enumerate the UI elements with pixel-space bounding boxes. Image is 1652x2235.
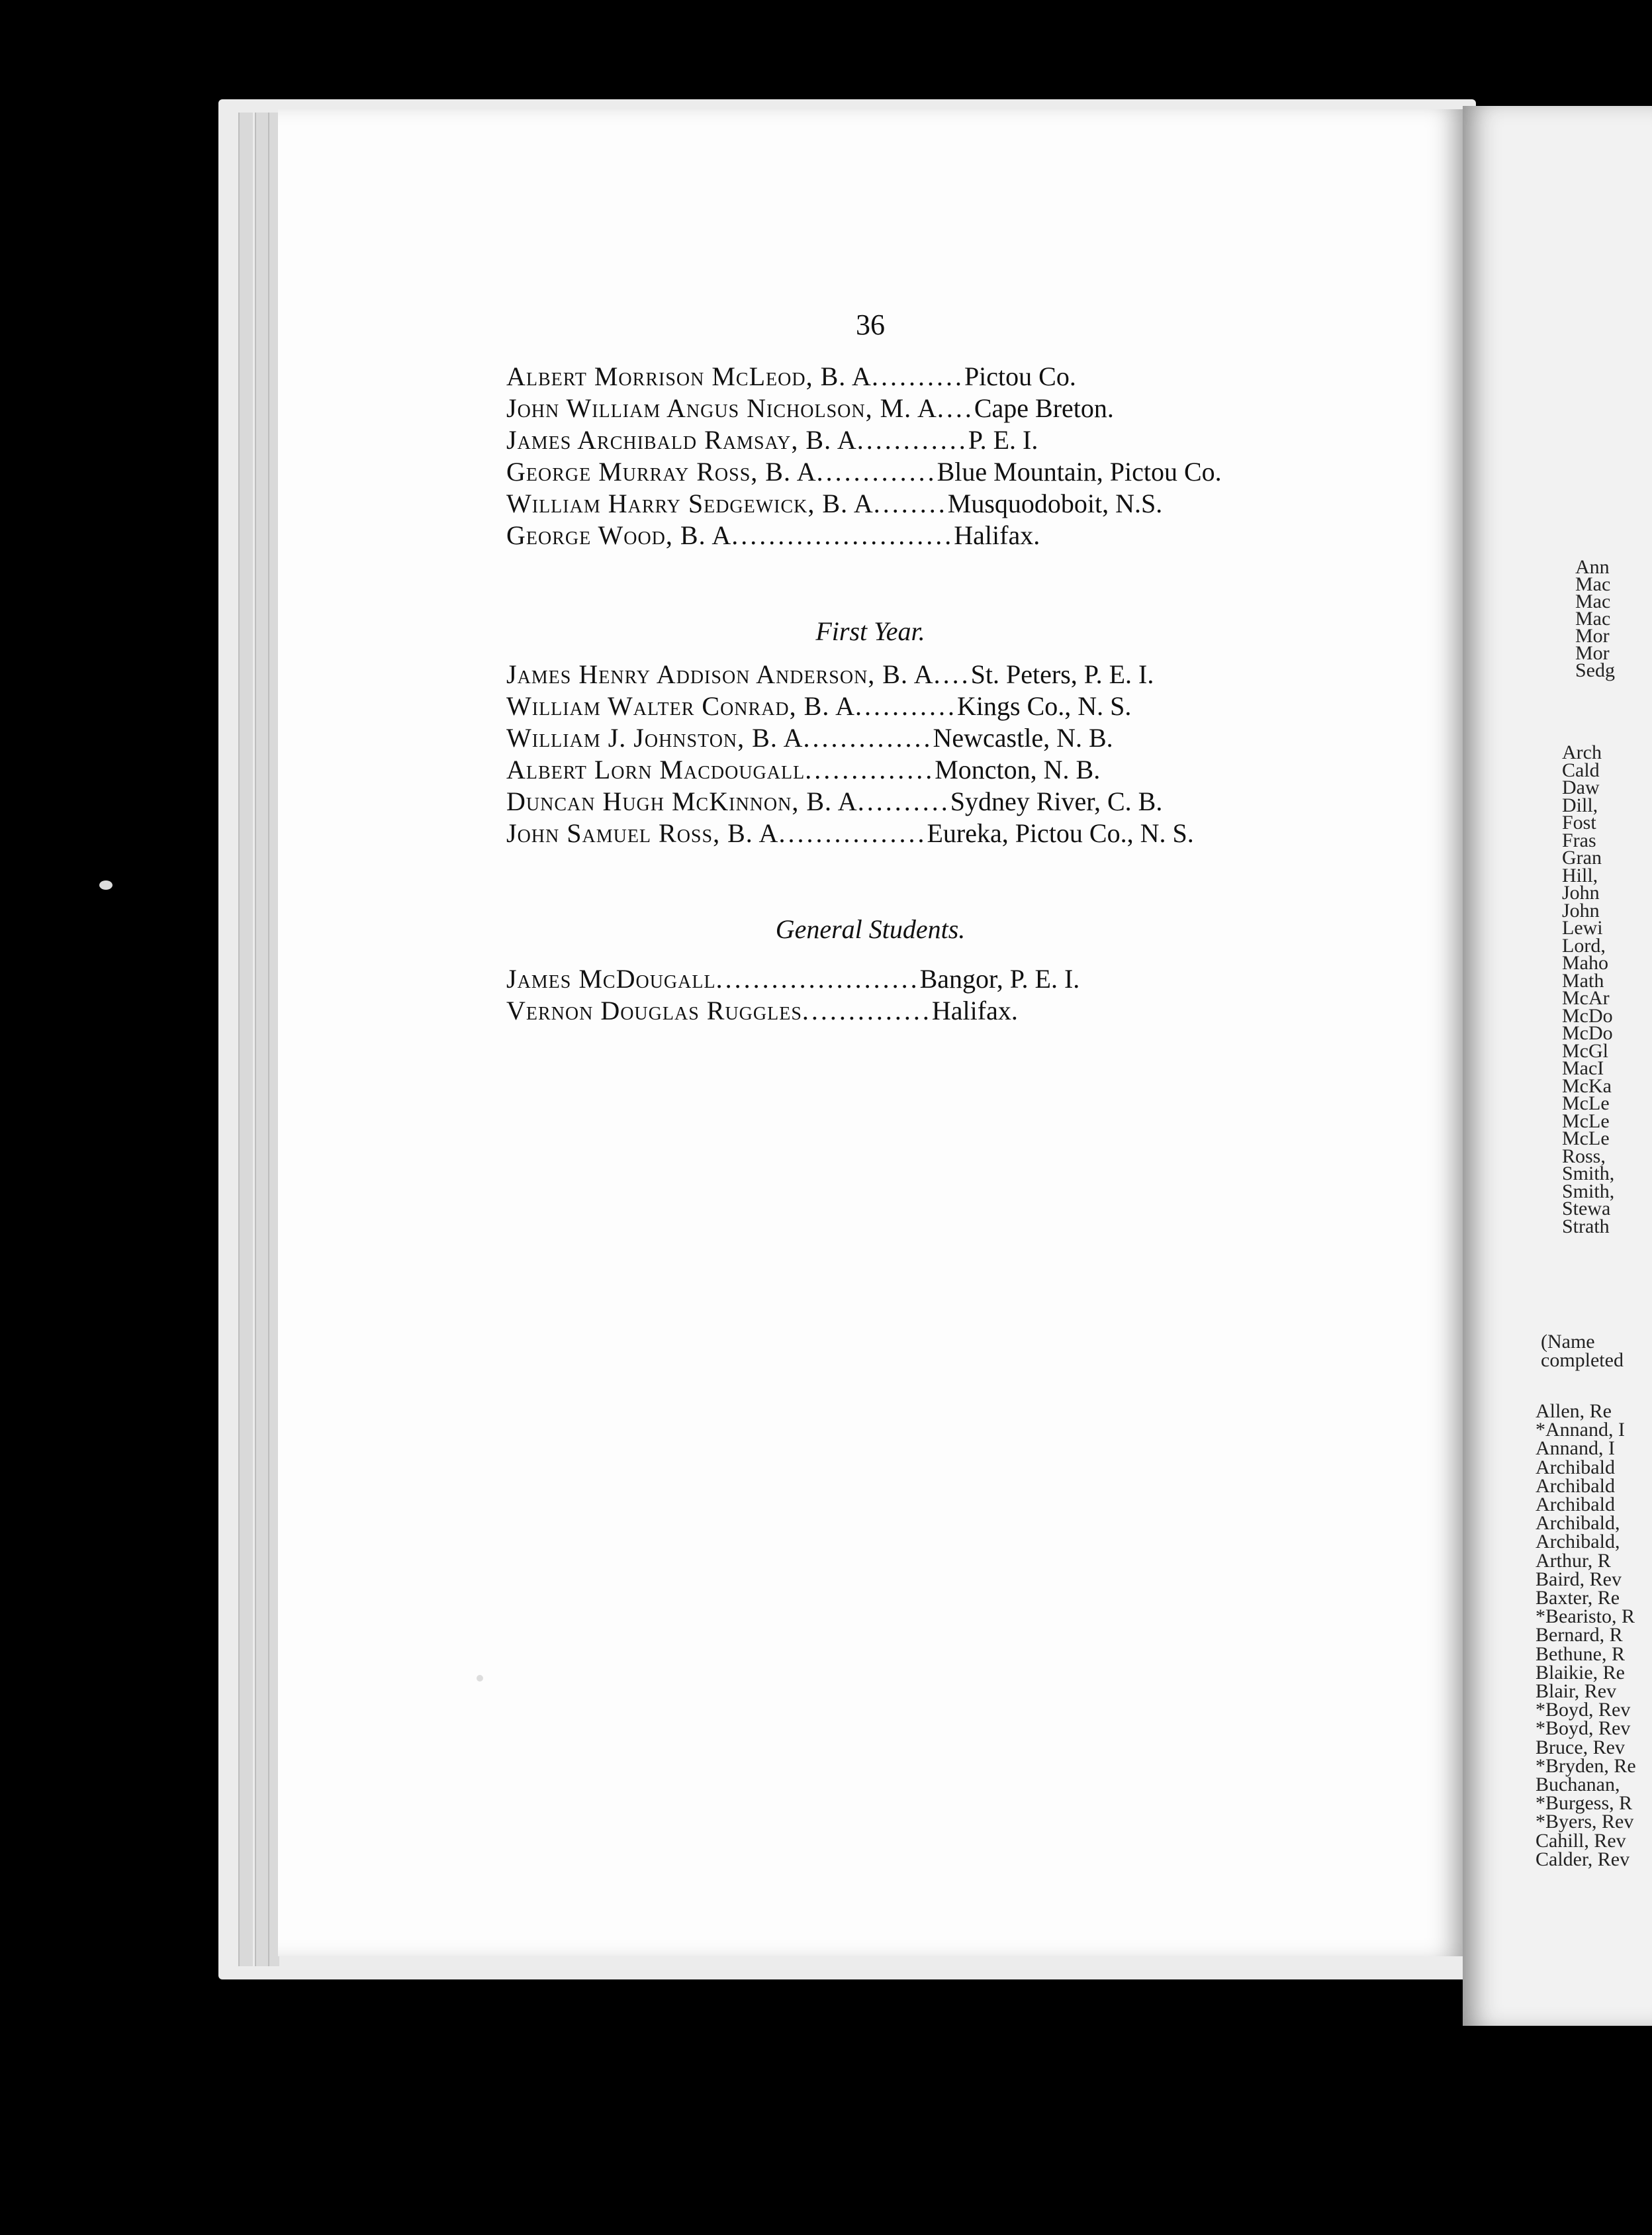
dot-leader: ........... xyxy=(855,691,957,721)
right-page xyxy=(1463,106,1652,2026)
student-name: William Harry Sedgewick, B. A xyxy=(506,489,874,518)
right-page-line: Arch xyxy=(1562,741,1602,763)
right-page-line: Mac xyxy=(1575,608,1611,630)
student-place: Moncton, N. B. xyxy=(935,755,1101,785)
section-heading-first-year: First Year. xyxy=(815,616,925,646)
right-page-line: Blair, Rev xyxy=(1536,1680,1617,1702)
dot-leader: .......... xyxy=(871,361,964,391)
right-page-line: *Burgess, R xyxy=(1536,1792,1633,1815)
right-page-line: *Byers, Rev xyxy=(1536,1811,1634,1833)
right-page-line: Ann xyxy=(1575,556,1610,578)
right-page-line: Daw xyxy=(1562,777,1600,798)
list-item xyxy=(506,818,1194,849)
student-name: George Murray Ross, B. A xyxy=(506,457,817,487)
right-page-line: Archibald xyxy=(1536,1494,1615,1515)
right-page-line: completed xyxy=(1541,1349,1624,1371)
dot-leader: .... xyxy=(933,659,971,689)
right-page-line: McLe xyxy=(1562,1127,1610,1149)
student-place: Halifax. xyxy=(931,996,1018,1025)
student-place: Kings Co., N. S. xyxy=(957,691,1132,721)
right-page-line: Blaikie, Re xyxy=(1536,1661,1625,1684)
student-place: Pictou Co. xyxy=(964,361,1076,391)
list-item xyxy=(506,722,1113,753)
right-page-line: McLe xyxy=(1562,1092,1610,1114)
list-item xyxy=(506,659,1154,690)
right-page-line: Math xyxy=(1562,969,1604,992)
dot-leader: ................ xyxy=(778,818,927,848)
right-page-line: Allen, Re xyxy=(1536,1400,1612,1422)
list-item xyxy=(506,393,1114,424)
list-item xyxy=(506,690,1131,722)
list-item xyxy=(506,963,1079,994)
student-place: Eureka, Pictou Co., N. S. xyxy=(927,818,1194,848)
right-page-line: Fras xyxy=(1562,829,1596,851)
speck xyxy=(99,880,113,890)
right-page-line: Mac xyxy=(1575,573,1611,595)
right-page-line: Mor xyxy=(1575,642,1610,664)
student-name: Vernon Douglas Ruggles xyxy=(506,996,802,1025)
right-page-line: McDo xyxy=(1562,1022,1613,1044)
student-place: Musquodoboit, N.S. xyxy=(947,489,1163,518)
student-place: Newcastle, N. B. xyxy=(933,723,1113,753)
student-place: Blue Mountain, Pictou Co. xyxy=(937,457,1222,487)
student-name: James McDougall xyxy=(506,964,716,994)
student-name: James Henry Addison Anderson, B. A xyxy=(506,659,934,689)
right-page-line: Baxter, Re xyxy=(1536,1587,1620,1609)
right-page-line: Bethune, R xyxy=(1536,1642,1625,1665)
right-page-line: Dill, xyxy=(1562,794,1598,816)
dot-leader: .............. xyxy=(805,755,935,785)
right-page-line: Arthur, R xyxy=(1536,1549,1611,1572)
right-page-line: McDo xyxy=(1562,1004,1613,1027)
right-page-line: McAr xyxy=(1562,987,1610,1009)
right-page-line: Fost xyxy=(1562,812,1596,833)
list-item xyxy=(506,786,1162,817)
right-page-line: Mor xyxy=(1575,625,1610,647)
right-page-line: McLe xyxy=(1562,1110,1610,1132)
right-page-line: Hill, xyxy=(1562,864,1598,886)
right-page-line: Buchanan, xyxy=(1536,1774,1620,1795)
right-page-line: Sedg xyxy=(1575,659,1615,681)
dot-leader: .......... xyxy=(857,786,950,816)
list-item xyxy=(506,520,1040,551)
right-page-line: MacI xyxy=(1562,1057,1604,1079)
right-page-line: *Annand, I xyxy=(1536,1419,1625,1441)
right-page-line: Archibald, xyxy=(1536,1512,1620,1535)
right-page-line: McGl xyxy=(1562,1039,1608,1062)
dot-leader: .... xyxy=(937,393,974,423)
right-page-line: Mac xyxy=(1575,591,1611,612)
right-page-line: Gran xyxy=(1562,847,1602,869)
right-page-line: *Boyd, Rev xyxy=(1536,1717,1631,1740)
right-page-line: (Name xyxy=(1541,1331,1595,1353)
list-item xyxy=(506,424,1038,455)
dot-leader: ............. xyxy=(816,457,937,487)
right-page-line: Baird, Rev xyxy=(1536,1568,1622,1590)
page-number: 36 xyxy=(856,309,885,341)
student-place: P. E. I. xyxy=(968,425,1038,455)
right-page-line: Cahill, Rev xyxy=(1536,1829,1626,1852)
right-page-line: Calder, Rev xyxy=(1536,1848,1630,1870)
right-page-line: Stewa xyxy=(1562,1198,1611,1219)
left-page xyxy=(278,109,1463,1956)
right-page-line: Strath xyxy=(1562,1215,1610,1237)
student-place: Halifax. xyxy=(954,520,1040,550)
right-page-line: John xyxy=(1562,882,1600,904)
list-item xyxy=(506,995,1018,1026)
page-edge xyxy=(238,113,253,1966)
student-place: Bangor, P. E. I. xyxy=(919,964,1080,994)
dot-leader: ...................... xyxy=(715,964,920,994)
right-page-line: Lord, xyxy=(1562,934,1606,957)
right-page-line: Smith, xyxy=(1562,1163,1615,1184)
dot-leader: ............ xyxy=(856,425,968,455)
student-name: James Archibald Ramsay, B. A xyxy=(506,425,857,455)
right-page-line: Lewi xyxy=(1562,917,1603,939)
student-name: John William Angus Nicholson, M. A xyxy=(506,393,937,423)
dot-leader: ........ xyxy=(873,489,948,518)
dot-leader: .............. xyxy=(802,996,932,1025)
right-page-line: Cald xyxy=(1562,759,1600,781)
section-heading-general-students: General Students. xyxy=(775,914,966,944)
right-page-line: Bruce, Rev xyxy=(1536,1736,1625,1758)
student-name: William Walter Conrad, B. A xyxy=(506,691,855,721)
right-page-line: McKa xyxy=(1562,1074,1612,1097)
right-page-line: Archibald, xyxy=(1536,1531,1620,1553)
student-place: St. Peters, P. E. I. xyxy=(970,659,1154,689)
right-page-line: Annand, I xyxy=(1536,1437,1615,1460)
list-item xyxy=(506,754,1100,785)
student-name: Duncan Hugh McKinnon, B. A xyxy=(506,786,858,816)
right-page-line: Bernard, R xyxy=(1536,1624,1623,1646)
dot-leader: .............. xyxy=(803,723,933,753)
student-name: Albert Lorn Macdougall xyxy=(506,755,805,785)
dot-leader: ........................ xyxy=(731,520,954,550)
page-edge xyxy=(255,113,268,1966)
right-page-line: Ross, xyxy=(1562,1145,1606,1167)
right-page-line: *Boyd, Rev xyxy=(1536,1699,1631,1721)
list-item xyxy=(506,456,1222,487)
right-page-line: Archibald xyxy=(1536,1456,1615,1478)
right-page-line: John xyxy=(1562,899,1600,922)
speck xyxy=(477,1675,483,1682)
right-page-line: Archibald xyxy=(1536,1474,1615,1497)
student-place: Sydney River, C. B. xyxy=(950,786,1163,816)
right-page-line: Maho xyxy=(1562,952,1608,974)
list-item xyxy=(506,361,1076,392)
student-name: William J. Johnston, B. A xyxy=(506,723,803,753)
right-page-line: *Bearisto, R xyxy=(1536,1605,1635,1628)
student-name: George Wood, B. A xyxy=(506,520,732,550)
student-name: Albert Morrison McLeod, B. A xyxy=(506,361,872,391)
right-page-line: *Bryden, Re xyxy=(1536,1754,1636,1777)
list-item xyxy=(506,488,1162,519)
right-page-line: Smith, xyxy=(1562,1180,1615,1202)
student-place: Cape Breton. xyxy=(974,393,1114,423)
student-name: John Samuel Ross, B. A xyxy=(506,818,779,848)
